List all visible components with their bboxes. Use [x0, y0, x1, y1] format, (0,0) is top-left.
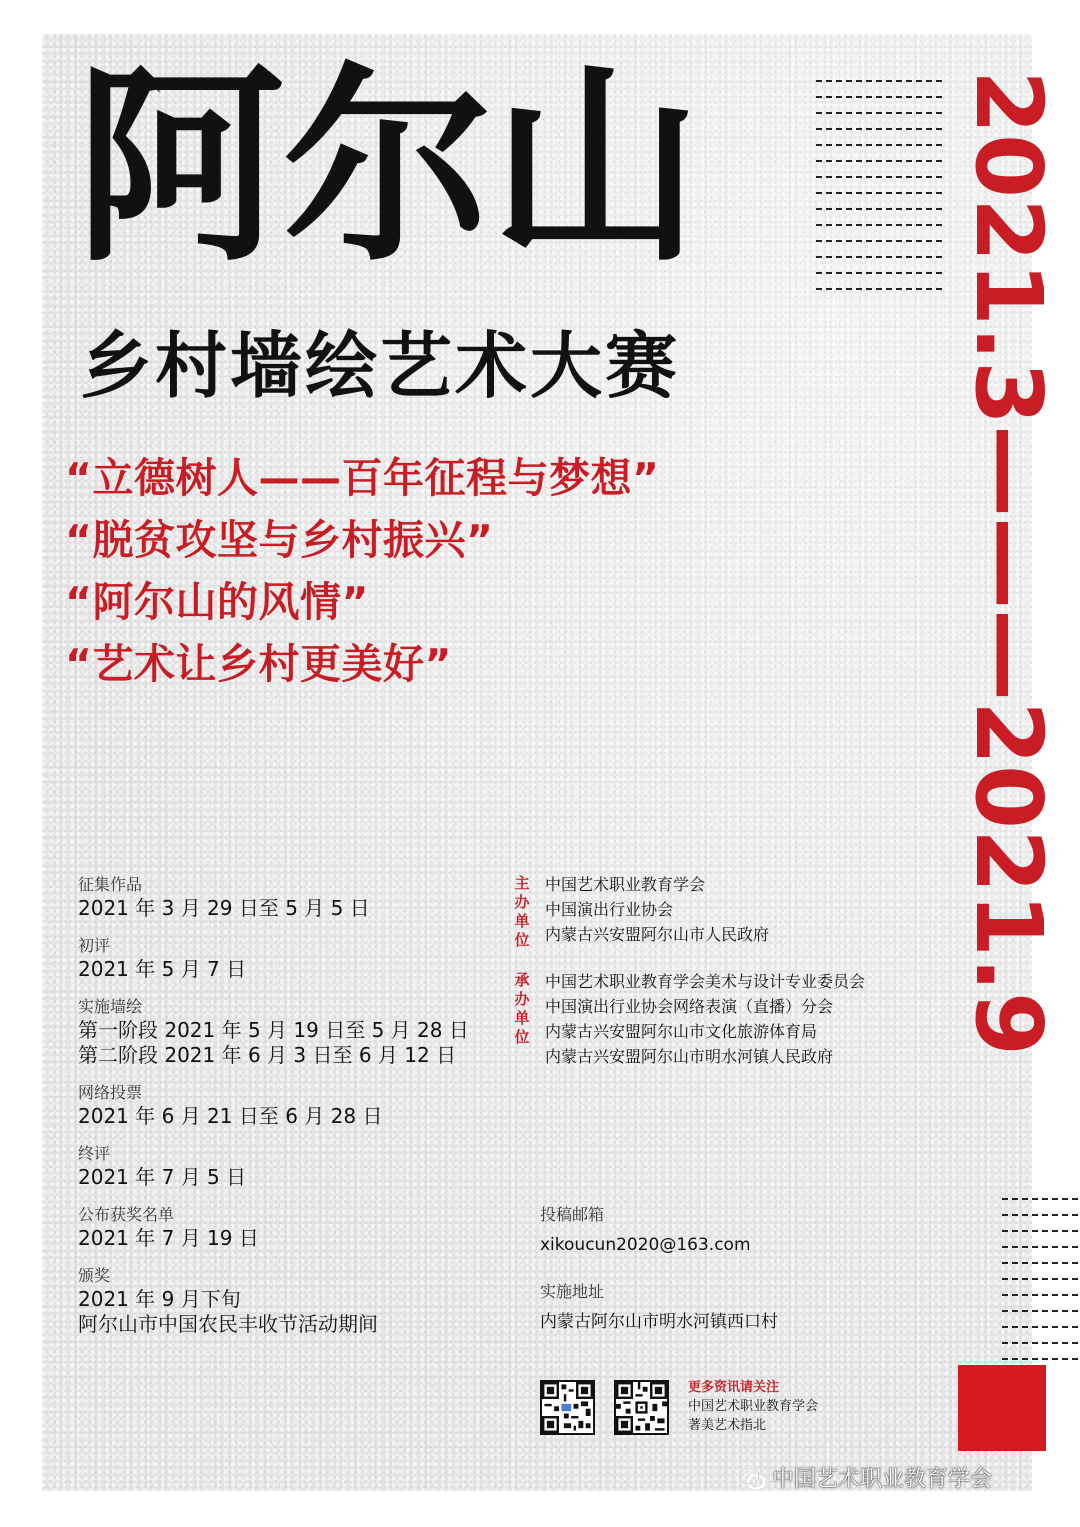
organizer-name: 中国演出行业协会	[545, 900, 674, 919]
schedule-item	[78, 1082, 469, 1129]
organizer-name: 中国艺术职业教育学会美术与设计专业委员会	[545, 972, 866, 991]
organizers	[512, 872, 865, 1091]
schedule-item	[78, 874, 469, 921]
follow-heading: 更多资讯请关注	[688, 1380, 780, 1395]
undertake-organizers	[512, 969, 865, 1069]
schedule-value: 2021 年 5 月 7 日	[78, 957, 247, 981]
wechat-icon	[738, 1466, 766, 1492]
red-square-decoration	[958, 1365, 1046, 1451]
theme-item: “艺术让乡村更美好”	[65, 640, 452, 688]
schedule-label: 征集作品	[78, 875, 143, 894]
organizer-name: 内蒙古兴安盟阿尔山市文化旅游体育局	[545, 1022, 818, 1041]
schedule-value: 2021 年 9 月下旬	[78, 1287, 241, 1311]
schedule-value: 第二阶段 2021 年 6 月 3 日至 6 月 12 日	[78, 1043, 457, 1067]
follow-info	[688, 1378, 818, 1435]
schedule-value: 2021 年 7 月 5 日	[78, 1165, 247, 1189]
contact-address	[540, 1281, 778, 1335]
host-organizers	[512, 872, 865, 947]
theme-list	[65, 447, 659, 695]
organizer-name: 中国艺术职业教育学会	[545, 875, 706, 894]
schedule-value: 2021 年 6 月 21 日至 6 月 28 日	[78, 1104, 383, 1128]
schedule-item	[78, 996, 469, 1068]
schedule-list	[78, 874, 469, 1351]
schedule-item	[78, 935, 469, 982]
undertake-tag: 承办单位	[514, 971, 530, 1046]
date-range: 2021.3———2021.9	[955, 70, 1062, 1057]
address-value: 内蒙古阿尔山市明水河镇西口村	[540, 1312, 778, 1332]
poster-subtitle: 乡村墙绘艺术大赛	[80, 324, 681, 408]
follow-account: 中国艺术职业教育学会	[688, 1399, 819, 1414]
schedule-label: 初评	[78, 936, 111, 955]
schedule-value: 阿尔山市中国农民丰收节活动期间	[78, 1312, 378, 1336]
schedule-item	[78, 1143, 469, 1190]
address-label: 实施地址	[540, 1282, 605, 1301]
poster-title: 阿尔山	[75, 43, 700, 290]
follow-account: 著美艺术指北	[688, 1418, 767, 1433]
watermark: 中国艺术职业教育学会	[772, 1467, 993, 1492]
schedule-label: 网络投票	[78, 1083, 143, 1102]
dashed-lines-decoration	[1002, 1198, 1080, 1374]
date-range-vertical	[955, 70, 1062, 1110]
qr-code-icon[interactable]	[614, 1380, 669, 1435]
schedule-label: 终评	[78, 1144, 111, 1163]
theme-item: “阿尔山的风情”	[65, 578, 369, 626]
theme-item: “脱贫攻坚与乡村振兴”	[65, 516, 494, 564]
organizer-name: 内蒙古兴安盟阿尔山市人民政府	[545, 925, 770, 944]
schedule-label: 实施墙绘	[78, 997, 143, 1016]
contact-email	[540, 1204, 751, 1258]
theme-item: “立德树人——百年征程与梦想”	[65, 454, 660, 502]
dashed-lines-decoration	[816, 80, 946, 304]
schedule-value: 2021 年 7 月 19 日	[78, 1226, 259, 1250]
organizer-name: 内蒙古兴安盟阿尔山市明水河镇人民政府	[545, 1047, 834, 1066]
schedule-label: 公布获奖名单	[78, 1205, 175, 1224]
email-value[interactable]: xikoucun2020@163.com	[540, 1235, 751, 1255]
qr-code-icon[interactable]	[540, 1380, 595, 1435]
schedule-value: 2021 年 3 月 29 日至 5 月 5 日	[78, 896, 370, 920]
email-label: 投稿邮箱	[540, 1205, 605, 1224]
schedule-item	[78, 1204, 469, 1251]
schedule-value: 第一阶段 2021 年 5 月 19 日至 5 月 28 日	[78, 1018, 469, 1042]
host-tag: 主办单位	[514, 874, 530, 949]
organizer-name: 中国演出行业协会网络表演（直播）分会	[545, 997, 834, 1016]
schedule-label: 颁奖	[78, 1266, 111, 1285]
schedule-item	[78, 1265, 469, 1337]
